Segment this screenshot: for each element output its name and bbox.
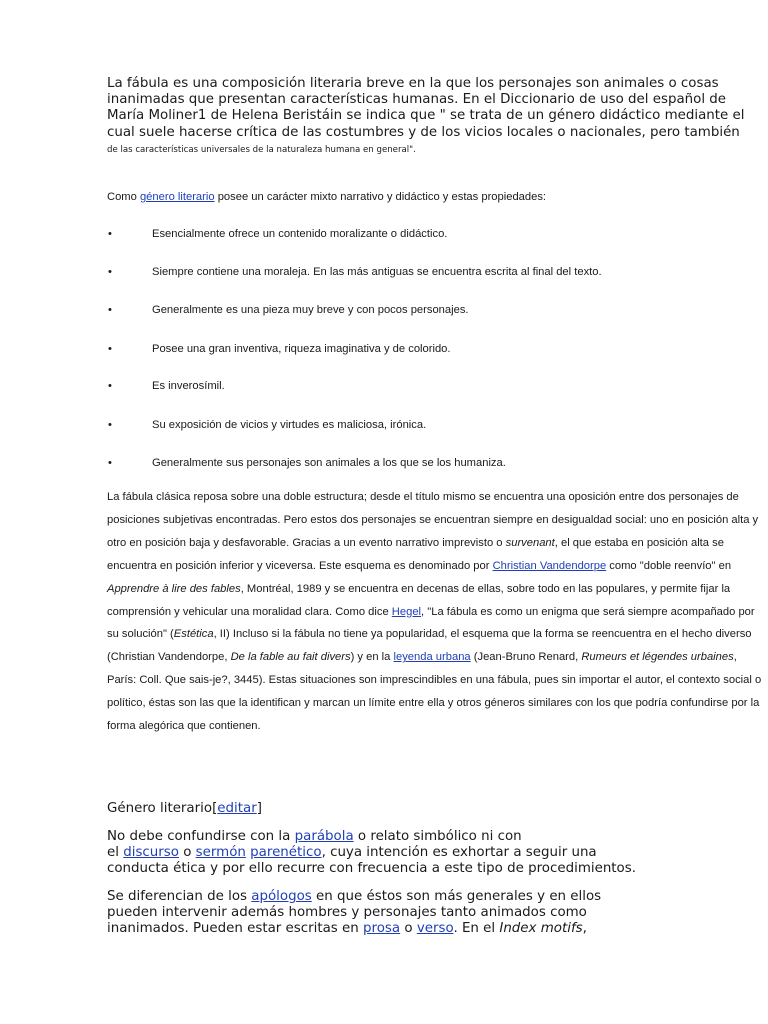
italic-term: survenant	[505, 536, 555, 549]
christian-vandendorpe-link[interactable]: Christian Vandendorpe	[492, 559, 607, 572]
bracket-open: [	[212, 801, 218, 816]
text-line	[107, 905, 667, 921]
bracket-close: ]	[256, 801, 262, 816]
paragraph-text: el	[107, 845, 124, 860]
paragraph-text: pueden intervenir además hombres y personajes tanto animados como	[107, 905, 587, 920]
paragraph-text: como "doble reenvío" en	[606, 559, 732, 572]
paragraph-definition-small-text: de las características universales de la naturaleza humana en general".	[107, 144, 416, 155]
bullet-icon: •	[108, 343, 112, 355]
list-item-text: Siempre contiene una moraleja. En las más antiguas se encuentra escrita al final del texto.	[152, 266, 602, 278]
paragraph-text: o	[178, 845, 196, 860]
paragraph-definition-text: La fábula es una composición literaria breve en la que los personajes son animales o cosas inanimadas que presentan características humanas. En el Diccionario de uso del español de María Moliner1 de Helena Beristáin se indica que " se trata de un género didáctico mediante el cual suele hacerse crítica de las costumbres y de los vicios locales o nacionales, pero también	[107, 76, 745, 140]
paragraph-text: en que éstos son más generales y en ellos	[311, 889, 602, 904]
bullet-icon: •	[108, 380, 112, 392]
paragraph-text: La fábula clásica reposa sobre una doble estructura; desde el título mismo se encuentra una oposición entre dos personajes de posiciones subjetivas encontradas. Pero estos dos personajes se encuentran siempre en desigualdad social: uno en posición alta y otro en posición baja y desfavorable. Gracias a un evento narrativo imprevisto o	[107, 491, 759, 549]
paragraph-text: ,	[582, 921, 587, 936]
bullet-icon: •	[108, 266, 112, 278]
text-line	[107, 889, 667, 905]
italic-title: De la fable au fait divers	[230, 651, 351, 664]
verso-link[interactable]: verso	[416, 921, 454, 936]
paragraph-structure	[107, 486, 767, 738]
paragraph-parabola	[107, 829, 667, 877]
paragraph-text: , el que estaba en posición alta se encuentra en posición inferior y viceversa. Este esquema es denominado por	[107, 536, 724, 572]
apologos-link[interactable]: apólogos	[251, 889, 312, 904]
paragraph-definition	[107, 76, 747, 158]
discurso-link[interactable]: discurso	[123, 845, 179, 860]
paragraph-text: . En el	[453, 921, 500, 936]
bullet-icon: •	[108, 457, 112, 469]
section-heading	[107, 801, 262, 817]
leyenda-urbana-link[interactable]: leyenda urbana	[393, 651, 471, 664]
paragraph-text: o relato simbólico ni con	[353, 829, 522, 844]
list-item-text: Posee una gran inventiva, riqueza imaginativa y de colorido.	[152, 343, 451, 355]
parenetico-link[interactable]: parenético	[250, 845, 322, 860]
text-line	[107, 829, 667, 845]
list-item-text: Su exposición de vicios y virtudes es maliciosa, irónica.	[152, 419, 427, 431]
genero-literario-link[interactable]: género literario	[139, 191, 215, 203]
italic-title: Index motifs	[499, 921, 583, 936]
list-item-text: Generalmente es una pieza muy breve y con pocos personajes.	[152, 304, 469, 316]
paragraph-text: inanimados. Pueden estar escritas en	[107, 921, 364, 936]
properties-intro	[107, 190, 727, 204]
bullet-icon: •	[108, 304, 112, 316]
parabola-link[interactable]: parábola	[294, 829, 354, 844]
text-line	[107, 861, 667, 877]
italic-title: Apprendre à lire des fables	[107, 582, 241, 595]
bullet-icon: •	[108, 228, 112, 240]
paragraph-text: No debe confundirse con la	[107, 829, 295, 844]
italic-title: Estética	[173, 628, 214, 641]
intro-text-end: posee un carácter mixto narrativo y didáctico y estas propiedades:	[214, 191, 547, 203]
text-line	[107, 921, 667, 937]
paragraph-text: conducta ética y por ello recurre con frecuencia a este tipo de procedimientos.	[107, 861, 636, 876]
prosa-link[interactable]: prosa	[363, 921, 401, 936]
list-item-text: Generalmente sus personajes son animales a los que se los humaniza.	[152, 457, 506, 469]
paragraph-text: , Montréal, 1989 y se encuentra en decenas de ellas, sobre todo en las populares, y permite fijar la comprensión y vehicular una moralidad clara. Como dice	[107, 582, 731, 618]
paragraph-text: Se diferencian de los	[107, 889, 252, 904]
edit-link[interactable]: editar	[217, 801, 257, 816]
bullet-icon: •	[108, 419, 112, 431]
paragraph-text: , París: Coll. Que sais-je?, 3445). Estas situaciones son imprescindibles en una fábula, pues sin importar el autor, el contexto social o político, éstas son las que la identifican y marcan un límite entre ella y otros géneros similares con los que podría confundirse por la forma alegórica que contienen.	[107, 651, 762, 733]
paragraph-text: ) y en la	[350, 651, 394, 664]
text-line	[107, 845, 667, 861]
sermon-link[interactable]: sermón	[195, 845, 246, 860]
list-item-text: Es inverosímil.	[152, 380, 225, 392]
heading-text: Género literario	[107, 801, 213, 816]
intro-text: Como	[107, 191, 140, 203]
paragraph-apologos	[107, 889, 667, 937]
italic-title: Rumeurs et légendes urbaines	[581, 651, 734, 664]
hegel-link[interactable]: Hegel	[391, 605, 422, 618]
paragraph-text: , II) Incluso si la fábula no tiene ya popularidad, el esquema que la forma se reencuentra en el hecho diverso (Christian Vandendorpe,	[107, 628, 752, 664]
paragraph-text: (Jean-Bruno Renard,	[470, 651, 582, 664]
paragraph-text: , "La fábula es como un enigma que será siempre acompañado por su solución" (	[107, 605, 755, 641]
paragraph-text: , cuya intención es exhortar a seguir una	[321, 845, 597, 860]
list-item-text: Esencialmente ofrece un contenido moralizante o didáctico.	[152, 228, 448, 240]
paragraph-text: o	[400, 921, 417, 936]
